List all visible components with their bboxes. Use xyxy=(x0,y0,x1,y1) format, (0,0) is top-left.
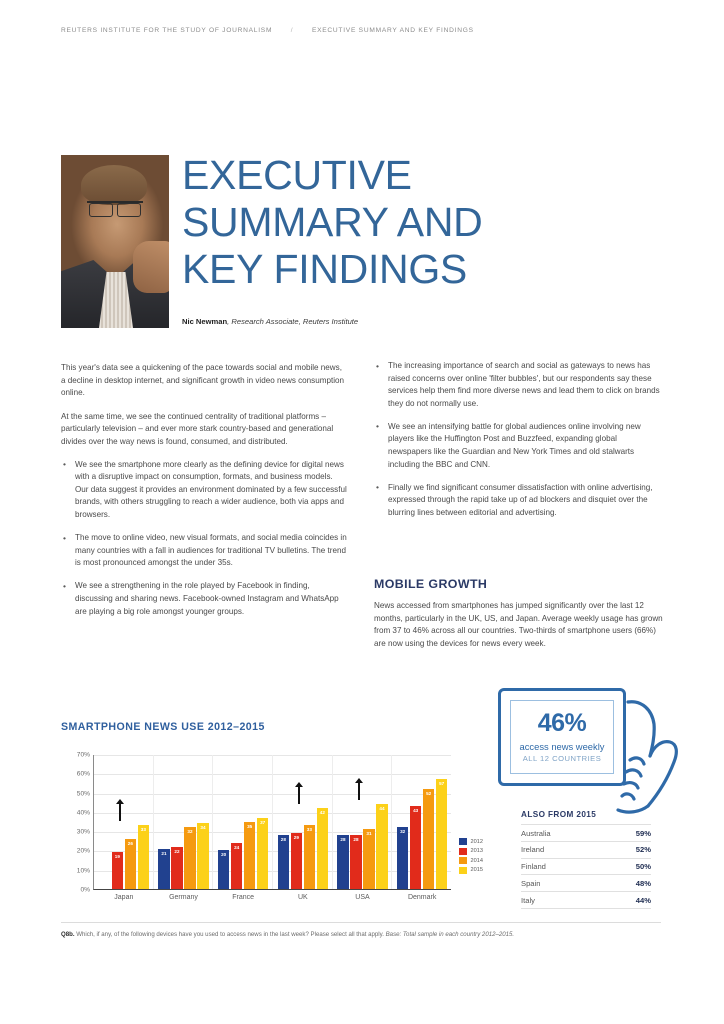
legend-swatch xyxy=(459,857,467,864)
legend-label: 2013 xyxy=(470,848,483,854)
chart-y-tick: 40% xyxy=(76,809,90,817)
author-portrait-photo xyxy=(61,155,169,328)
chart-legend-item xyxy=(459,848,483,855)
chart-legend-item xyxy=(459,857,483,864)
chart-title: SMARTPHONE NEWS USE 2012–2015 xyxy=(61,721,265,733)
chart-x-label: Germany xyxy=(169,894,198,901)
chart-x-label: Denmark xyxy=(407,894,437,901)
chart-bar-value: 57 xyxy=(439,781,445,787)
country-value: 44% xyxy=(635,895,651,905)
country-value: 59% xyxy=(635,828,651,838)
list-item: • We see an intensifying battle for global audiences online involving new players like the Huffington Post and Buzzfeed, expanding global newspapers like the Guardian and New York Times and old stalwarts including the BBC and CNN. xyxy=(374,421,660,471)
author-name: Nic Newman xyxy=(182,317,228,326)
country-name: Ireland xyxy=(521,845,545,855)
chart-x-label: USA xyxy=(355,894,370,901)
chart-bar xyxy=(112,852,124,889)
chart-bar xyxy=(138,825,150,889)
chart-x-label: France xyxy=(232,894,255,901)
list-item: • We see a strengthening in the role played by Facebook in finding, discussing and sharing news. Facebook-owned Instagram and WhatsApp are playing a big role amongst younger groups. xyxy=(61,580,347,618)
country-name: Spain xyxy=(521,878,541,888)
chart-bar-value: 26 xyxy=(127,840,133,846)
body-column-left xyxy=(61,362,347,629)
chart-y-tick: 60% xyxy=(76,770,90,778)
chart-y-tick: 0% xyxy=(80,886,90,894)
also-from-2015-table xyxy=(521,810,651,909)
legend-swatch xyxy=(459,838,467,845)
list-item: • Finally we find significant consumer dissatisfaction with online advertising, expressed through the rapid take up of ad blockers and disquiet over the blurring lines between editorial and advertising. xyxy=(374,482,660,520)
callout-subtitle: access news weekly xyxy=(519,741,605,752)
chart-bar xyxy=(317,808,329,889)
chart-x-label: Japan xyxy=(114,894,134,901)
intro-paragraph-2: At the same time, we see the continued centrality of traditional platforms – particularly television – and ever more stark country-based and generational divides over the way news is found, consumed, and distributed. xyxy=(61,411,334,446)
chart-bar-value: 32 xyxy=(187,829,193,835)
chart-bar-group xyxy=(273,755,333,901)
chart-bar xyxy=(171,847,183,889)
chart-footnote xyxy=(61,930,661,939)
author-byline xyxy=(182,317,358,326)
chart-y-tick: 20% xyxy=(76,847,90,855)
chart-bar-value: 24 xyxy=(234,844,240,850)
arrow-shaft xyxy=(358,783,360,800)
legend-swatch xyxy=(459,867,467,874)
chart-bar xyxy=(337,835,349,889)
title-line-3: KEY FINDINGS xyxy=(182,246,467,292)
chart-legend xyxy=(459,838,483,876)
country-name: Finland xyxy=(521,862,546,872)
table-row xyxy=(521,859,651,876)
footnote-question-code: Q8b. xyxy=(61,931,75,938)
chart-bar-value: 42 xyxy=(319,810,325,815)
running-header xyxy=(61,27,474,34)
also-from-rows xyxy=(521,824,651,909)
chart-bar-value: 31 xyxy=(366,831,372,837)
list-item: • The increasing importance of search and social as gateways to news has raised concerns over online 'filter bubbles', but our respondents say these services help them find more diverse news and lead them to click on brands they do not normally use. xyxy=(374,360,660,410)
chart-bar-value: 22 xyxy=(174,848,180,854)
intro-paragraph-1: This year's data see a quickening of the pace towards social and mobile news, a decline in desktop internet, and significant growth in video news consumption online. xyxy=(61,363,345,398)
portrait-hair xyxy=(81,165,147,205)
also-from-heading: ALSO FROM 2015 xyxy=(521,810,597,819)
chart-bar xyxy=(291,833,303,889)
chart-bar-group xyxy=(154,755,214,901)
chart-bar-value: 20 xyxy=(221,852,227,858)
table-row xyxy=(521,892,651,909)
chart-bar xyxy=(304,825,316,889)
chart-bar xyxy=(158,849,170,890)
table-row xyxy=(521,824,651,842)
chart-bar xyxy=(410,806,422,889)
title-line-1: EXECUTIVE xyxy=(182,152,412,198)
key-findings-list-right xyxy=(374,360,660,520)
arrow-shaft xyxy=(119,804,121,821)
chart-bar-value: 35 xyxy=(247,823,253,829)
chart-y-tick: 30% xyxy=(76,828,90,836)
portrait-glasses xyxy=(87,201,143,213)
chart-bar-value: 28 xyxy=(280,837,286,842)
author-role: , Research Associate, Reuters Institute xyxy=(227,317,359,326)
footnote-base-label: Base: xyxy=(385,931,402,938)
country-name: Australia xyxy=(521,828,551,838)
country-value: 48% xyxy=(635,878,651,888)
chart-bar-group xyxy=(213,755,273,901)
chart-bar xyxy=(257,818,269,889)
country-value: 52% xyxy=(635,845,651,855)
chart-bar xyxy=(218,850,230,889)
chart-legend-item xyxy=(459,838,483,845)
chart-bar xyxy=(363,829,375,889)
list-item: • The move to online video, new visual formats, and social media coincides in many countries with a fall in audiences for traditional TV bulletins. The trend is most pronounced amongst the under 35s. xyxy=(61,532,347,570)
chart-bar-value: 32 xyxy=(400,829,406,835)
callout-percent: 46% xyxy=(537,709,587,737)
chart-bar-value: 19 xyxy=(114,854,120,860)
portrait-hand xyxy=(133,241,169,293)
list-item: • We see the smartphone more clearly as the defining device for digital news with a disruptive impact on consumption, formats, and business models. Our data suggest it provides an environment dominated by a few successful brands, with others struggling to reach a wider audience, both via apps and browsers. xyxy=(61,459,347,522)
footnote-text: Which, if any, of the following devices have you used to access news in the last week? Please select all that apply. xyxy=(74,931,386,938)
running-header-section: EXECUTIVE SUMMARY AND KEY FINDINGS xyxy=(311,27,474,34)
chart-y-tick: 10% xyxy=(76,867,90,875)
chart-bar-value: 29 xyxy=(293,835,299,841)
chart-bar-group xyxy=(392,755,452,901)
running-header-institute: REUTERS INSTITUTE FOR THE STUDY OF JOURNALISM xyxy=(61,27,273,34)
smartphone-news-use-chart xyxy=(61,750,491,913)
growth-arrow-icon xyxy=(295,782,304,804)
hand-icon xyxy=(592,698,682,816)
page-title xyxy=(182,152,602,293)
chart-bar xyxy=(197,823,209,889)
mobile-growth-heading: MOBILE GROWTH xyxy=(374,577,488,591)
chart-legend-item xyxy=(459,867,483,874)
mobile-growth-body: News accessed from smartphones has jumped significantly over the last 12 months, particularly in the UK, US, and Japan. Average weekly usage has grown from 37 to 46% across all our countries. Two-thirds of smartphone users (66%) are now using the devices for news every week. xyxy=(374,601,663,649)
legend-label: 2014 xyxy=(470,857,483,864)
chart-bar-value: 44 xyxy=(379,806,385,812)
growth-arrow-icon xyxy=(354,778,363,800)
chart-bar-value: 28 xyxy=(353,837,359,842)
footnote-divider xyxy=(61,922,661,923)
table-row xyxy=(521,875,651,892)
chart-bar xyxy=(350,835,362,889)
footnote-base-text: Total sample in each country 2012–2015. xyxy=(401,931,515,938)
title-line-2: SUMMARY AND xyxy=(182,199,483,245)
chart-bar xyxy=(376,804,388,889)
chart-bar xyxy=(423,789,435,889)
key-findings-list-left xyxy=(61,459,347,619)
chart-x-label: UK xyxy=(297,894,308,901)
growth-arrow-icon xyxy=(116,799,125,821)
chart-bar-value: 37 xyxy=(260,819,266,825)
chart-bar xyxy=(231,843,243,889)
chart-bar-value: 33 xyxy=(140,827,146,833)
chart-bar-value: 21 xyxy=(161,850,167,856)
phone-callout-illustration xyxy=(496,688,681,818)
country-value: 50% xyxy=(635,862,651,872)
country-name: Italy xyxy=(521,895,535,905)
chart-bar-value: 33 xyxy=(306,827,312,833)
chart-y-tick: 70% xyxy=(76,751,90,759)
chart-bar xyxy=(184,827,196,889)
running-header-separator: / xyxy=(290,27,294,34)
chart-bar-group xyxy=(333,755,393,901)
callout-countries: ALL 12 COUNTRIES xyxy=(522,754,602,763)
chart-bar xyxy=(125,839,137,889)
chart-bar xyxy=(244,822,256,890)
chart-bar-value: 52 xyxy=(426,790,432,796)
chart-y-tick: 50% xyxy=(76,790,90,798)
chart-bar xyxy=(278,835,290,889)
chart-bar-value: 34 xyxy=(200,825,206,831)
chart-bar xyxy=(436,779,448,889)
table-row xyxy=(521,842,651,859)
chart-bar-value: 28 xyxy=(340,837,346,842)
legend-label: 2015 xyxy=(470,867,483,873)
legend-label: 2012 xyxy=(470,838,483,845)
legend-swatch xyxy=(459,848,467,855)
chart-bar-group xyxy=(94,755,154,901)
arrow-shaft xyxy=(298,787,300,804)
body-column-right xyxy=(374,360,660,530)
chart-bar xyxy=(397,827,409,889)
chart-bar-value: 43 xyxy=(413,808,419,814)
chart-plot-area xyxy=(76,751,451,901)
